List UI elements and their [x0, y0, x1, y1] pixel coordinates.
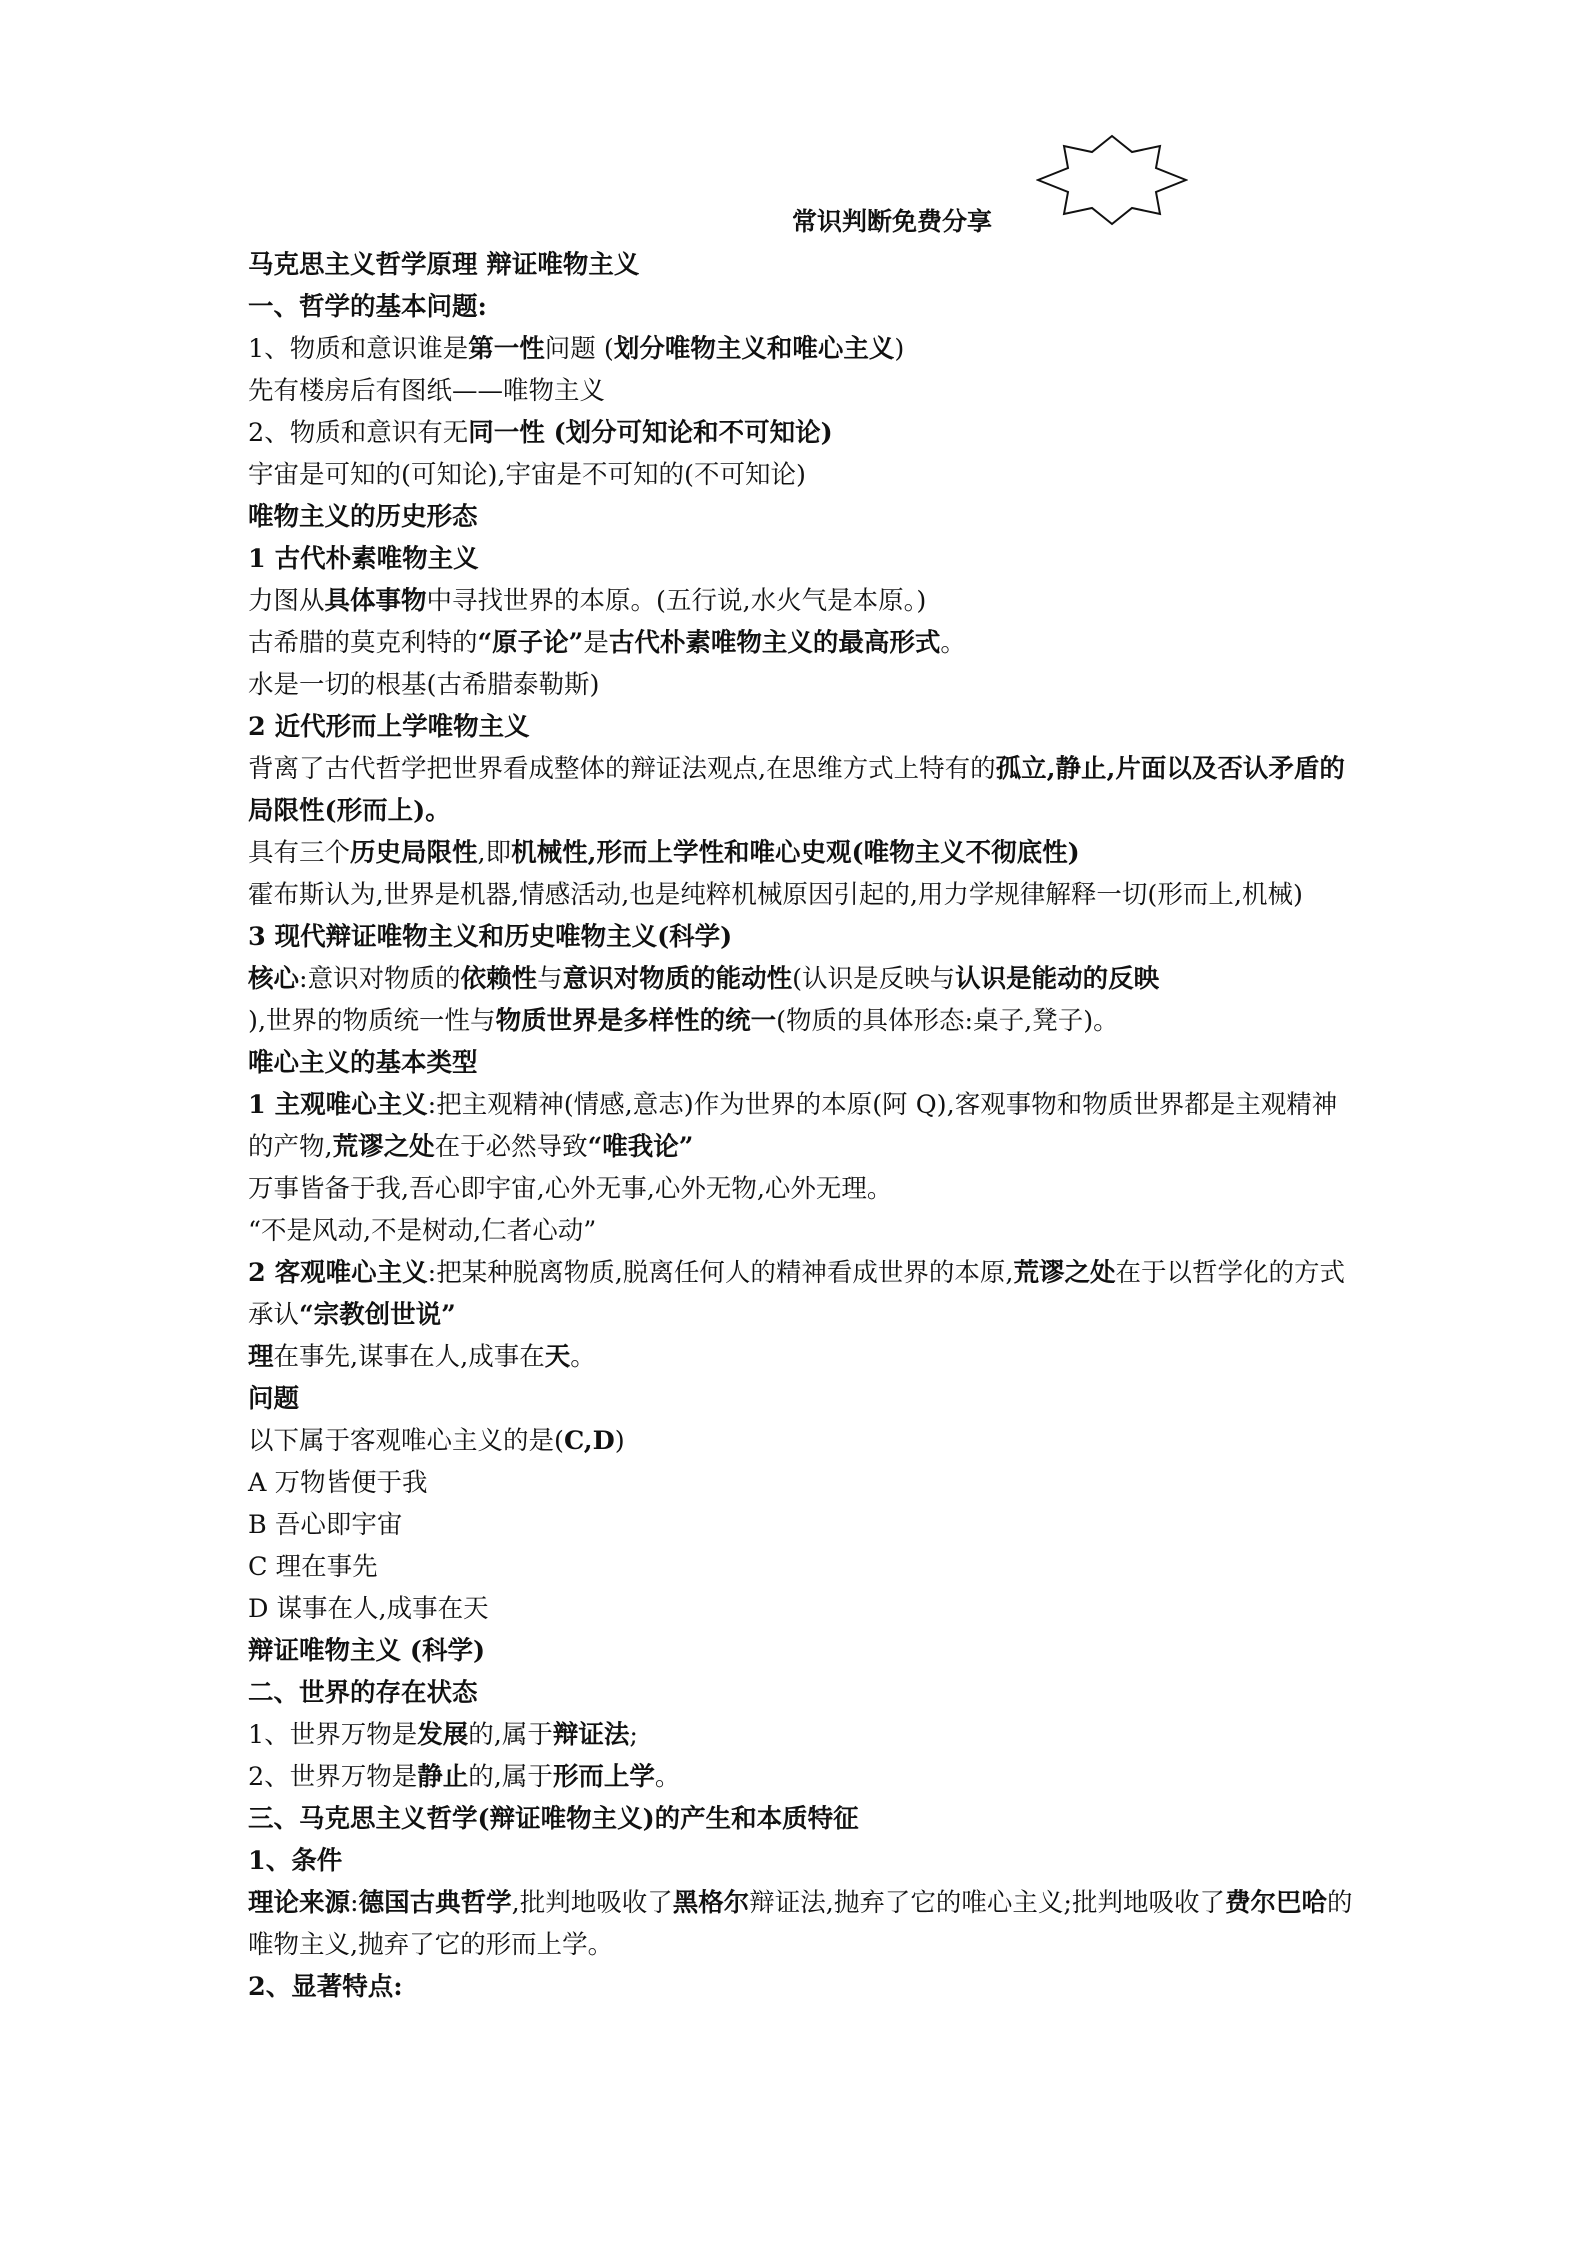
- text-segment: 水是一切的根基(古希腊泰勒斯): [248, 670, 600, 700]
- text-segment: 在于必然导致: [434, 1132, 588, 1162]
- document-line: [248, 622, 1362, 664]
- document-line: [248, 1546, 1362, 1588]
- text-segment: 唯物主义的历史形态: [248, 502, 478, 532]
- text-segment: 辩证法: [552, 1720, 630, 1750]
- document-line: [248, 1462, 1362, 1504]
- text-segment: 1、物质和意识谁是: [248, 334, 469, 364]
- document-line: [248, 412, 1362, 454]
- document-body: [248, 244, 1362, 2008]
- document-line: [248, 874, 1362, 916]
- document-line: [248, 664, 1362, 706]
- text-segment: 古希腊的莫克利特的: [248, 628, 478, 658]
- text-segment: 1、世界万物是: [248, 1720, 418, 1750]
- text-segment: 辩证法,抛弃了它的唯心主义;批判地吸收了: [749, 1888, 1225, 1918]
- text-segment: 物质世界是多样性的统一: [495, 1006, 777, 1036]
- text-segment: 三、马克思主义哲学(辩证唯物主义)的产生和本质特征: [248, 1804, 859, 1834]
- text-segment: 问题 (: [544, 334, 614, 364]
- document-line: [248, 916, 1362, 958]
- text-segment: 孤立,静止,片面以及否认矛盾的局限性(形而上)。: [248, 754, 1345, 826]
- text-segment: 1 主观唯心主义: [248, 1090, 428, 1120]
- text-segment: 的,属于: [468, 1762, 553, 1792]
- text-segment: :把某种脱离物质,脱离任何人的精神看成世界的本原,: [427, 1258, 1014, 1288]
- text-segment: (认识是反映与: [792, 964, 956, 994]
- text-segment: 机械性,形而上学性和唯心史观(唯物主义不彻底性): [511, 838, 1080, 868]
- document-line: [248, 1504, 1362, 1546]
- text-segment: 1 古代朴素唯物主义: [248, 544, 479, 574]
- text-segment: 具体事物: [324, 586, 427, 616]
- document-line: [248, 958, 1362, 1000]
- text-segment: 理: [248, 1342, 274, 1372]
- document-line: [248, 748, 1362, 832]
- document-line: [248, 1630, 1362, 1672]
- document-line: [248, 1378, 1362, 1420]
- text-segment: (物质的具体形态:桌子,凳子)。: [776, 1006, 1119, 1036]
- document-line: [248, 244, 1362, 286]
- text-segment: 马克思主义哲学原理 辩证唯物主义: [248, 250, 640, 280]
- document-line: [248, 454, 1362, 496]
- document-line: [248, 1840, 1362, 1882]
- text-segment: 唯心主义的基本类型: [248, 1048, 478, 1078]
- text-segment: 2 客观唯心主义: [248, 1258, 428, 1288]
- document-line: [248, 1966, 1362, 2008]
- text-segment: “唯我论”: [587, 1132, 694, 1162]
- document-line: [248, 370, 1362, 412]
- text-segment: 。: [570, 1342, 596, 1372]
- text-segment: 荒谬之处: [1013, 1258, 1116, 1288]
- document-line: [248, 706, 1362, 748]
- text-segment: 1、条件: [248, 1846, 343, 1876]
- document-line: [248, 1756, 1362, 1798]
- text-segment: 霍布斯认为,世界是机器,情感活动,也是纯粹机械原因引起的,用力学规律解释一切(形而上,机械): [248, 880, 1303, 910]
- text-segment: 3 现代辩证唯物主义和历史唯物主义(科学): [248, 922, 733, 952]
- text-segment: 与: [537, 964, 563, 994]
- document-line: [248, 1336, 1362, 1378]
- document-line: [248, 1882, 1362, 1966]
- text-segment: 万事皆备于我,吾心即宇宙,心外无事,心外无物,心外无理。: [248, 1174, 893, 1204]
- document-line: [248, 1714, 1362, 1756]
- text-segment: 意识对物质的能动性: [562, 964, 793, 994]
- document-line: [248, 1168, 1362, 1210]
- text-segment: D 谋事在人,成事在天: [248, 1594, 489, 1624]
- text-segment: 辩证唯物主义 (科学): [248, 1636, 486, 1666]
- text-segment: 第一性: [468, 334, 545, 364]
- text-segment: “宗教创世说”: [299, 1300, 456, 1330]
- text-segment: 一、哲学的基本问题:: [248, 292, 487, 322]
- text-segment: 背离了古代哲学把世界看成整体的辩证法观点,在思维方式上特有的: [248, 754, 996, 784]
- text-segment: 先有楼房后有图纸——唯物主义: [248, 376, 606, 406]
- text-segment: 。: [940, 628, 966, 658]
- text-segment: 的唯物主义,抛弃了它的形而上学。: [248, 1888, 1353, 1960]
- text-segment: A 万物皆便于我: [248, 1468, 428, 1498]
- text-segment: 具有三个: [248, 838, 351, 868]
- text-segment: 德国古典哲学: [358, 1888, 512, 1918]
- text-segment: 中寻找世界的本原。(五行说,水火气是本原。): [426, 586, 927, 616]
- text-segment: 同一性 (划分可知论和不可知论): [468, 418, 833, 448]
- document-line: [248, 286, 1362, 328]
- text-segment: 静止: [417, 1762, 469, 1792]
- text-segment: ;: [629, 1720, 638, 1750]
- document-line: [248, 832, 1362, 874]
- document-title: 常识判断免费分享: [791, 207, 992, 236]
- text-segment: 2、显著特点:: [248, 1972, 403, 2002]
- text-segment: 荒谬之处: [332, 1132, 435, 1162]
- text-segment: 天: [544, 1342, 571, 1372]
- text-segment: 是: [583, 628, 609, 658]
- text-segment: 划分唯物主义和唯心主义: [613, 334, 895, 364]
- document-line: [248, 1084, 1362, 1168]
- document-line: [248, 1252, 1362, 1336]
- text-segment: :把主观精神(情感,意志)作为世界的本原(阿 Q),客观事物和物质世界都是主观精神的产物,: [248, 1090, 1338, 1162]
- text-segment: 以下属于客观唯心主义的是(: [248, 1426, 564, 1456]
- text-segment: 二、世界的存在状态: [248, 1678, 478, 1708]
- document-line: [248, 328, 1362, 370]
- text-segment: :意识对物质的: [299, 964, 461, 994]
- text-segment: 宇宙是可知的(可知论),宇宙是不可知的(不可知论): [248, 460, 806, 490]
- text-segment: C 理在事先: [248, 1552, 378, 1582]
- text-segment: 的,属于: [468, 1720, 553, 1750]
- text-segment: 形而上学: [552, 1762, 655, 1792]
- text-segment: “原子论”: [477, 628, 584, 658]
- text-segment: ),世界的物质统一性与: [248, 1006, 496, 1036]
- text-segment: 依赖性: [460, 964, 538, 994]
- document-line: [248, 1210, 1362, 1252]
- text-segment: B 吾心即宇宙: [248, 1510, 403, 1540]
- text-segment: 理论来源: [248, 1888, 351, 1918]
- text-segment: 在事先,谋事在人,成事在: [273, 1342, 545, 1372]
- text-segment: :: [350, 1888, 359, 1918]
- document-line: [248, 496, 1362, 538]
- document-line: [248, 538, 1362, 580]
- text-segment: 2、世界万物是: [248, 1762, 418, 1792]
- text-segment: ): [614, 1426, 625, 1456]
- text-segment: 核心: [248, 964, 300, 994]
- document-line: [248, 1798, 1362, 1840]
- document-line: [248, 1042, 1362, 1084]
- document-line: [248, 580, 1362, 622]
- document-line: [248, 1420, 1362, 1462]
- text-segment: 。: [654, 1762, 681, 1792]
- document-line: [248, 1000, 1362, 1042]
- text-segment: 2 近代形而上学唯物主义: [248, 712, 530, 742]
- text-segment: C,D: [563, 1426, 615, 1456]
- text-segment: 古代朴素唯物主义的最高形式: [608, 628, 941, 658]
- text-segment: “不是风动,不是树动,仁者心动”: [248, 1216, 597, 1246]
- text-segment: ,即: [477, 838, 512, 868]
- text-segment: 在于以哲学化的方式承认: [248, 1258, 1345, 1330]
- text-segment: 黑格尔: [672, 1888, 750, 1918]
- text-segment: 历史局限性: [350, 838, 478, 868]
- document-line: [248, 1672, 1362, 1714]
- text-segment: ): [894, 334, 905, 364]
- document-line: [248, 1588, 1362, 1630]
- text-segment: 认识是能动的反映: [955, 964, 1160, 994]
- text-segment: 力图从: [248, 586, 325, 616]
- text-segment: 发展: [417, 1720, 469, 1750]
- text-segment: 问题: [248, 1384, 300, 1414]
- text-segment: 2、物质和意识有无: [248, 418, 469, 448]
- text-segment: ,批判地吸收了: [511, 1888, 673, 1918]
- text-segment: 费尔巴哈: [1224, 1888, 1327, 1918]
